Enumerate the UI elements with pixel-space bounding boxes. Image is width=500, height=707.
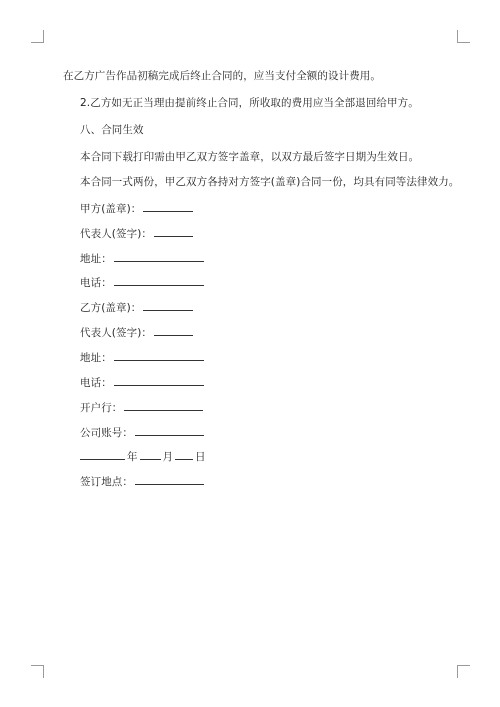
signing-place-label: 签订地点： — [80, 476, 133, 488]
party-a-rep-label: 代表人(签字)： — [80, 228, 152, 240]
paragraph-refund-clause: 2.乙方如无正当理由提前终止合同，所收取的费用应当全部退回给甲方。 — [80, 97, 419, 109]
party-a-phone-label: 电话： — [80, 277, 112, 289]
party-b-phone-label: 电话： — [80, 377, 112, 389]
day-label: 日 — [195, 451, 206, 463]
section-heading-effectiveness: 八、合同生效 — [80, 124, 144, 136]
party-b-seal-blank[interactable] — [143, 300, 193, 311]
party-a-seal-label: 甲方(盖章)： — [80, 203, 142, 215]
party-a-address-line — [80, 251, 204, 266]
bank-blank[interactable] — [124, 400, 203, 411]
party-a-address-blank[interactable] — [114, 251, 204, 262]
signing-date-line — [80, 449, 206, 464]
party-b-phone-line — [80, 375, 204, 390]
party-b-address-blank[interactable] — [114, 350, 204, 361]
month-label: 月 — [162, 451, 173, 463]
year-label: 年 — [127, 451, 138, 463]
party-b-rep-blank[interactable] — [154, 325, 193, 336]
crop-mark-bottom-left — [31, 665, 44, 678]
party-b-phone-blank[interactable] — [114, 375, 204, 386]
party-a-seal-line — [80, 201, 193, 216]
party-a-phone-blank[interactable] — [114, 275, 204, 286]
account-label: 公司账号： — [80, 427, 133, 439]
crop-mark-top-left — [31, 30, 44, 43]
month-blank[interactable] — [140, 449, 161, 460]
bank-line — [80, 400, 203, 415]
signing-place-line — [80, 474, 204, 489]
signing-place-blank[interactable] — [135, 474, 204, 485]
bank-label: 开户行： — [80, 402, 123, 414]
party-b-address-label: 地址： — [80, 352, 112, 364]
crop-mark-bottom-right — [457, 665, 470, 678]
party-b-seal-label: 乙方(盖章)： — [80, 302, 142, 314]
party-b-seal-line — [80, 300, 193, 315]
paragraph-copies: 本合同一式两份，甲乙双方各持对方签字(盖章)合同一份，均具有同等法律效力。 — [80, 176, 460, 188]
paragraph-effective-date: 本合同下载打印需由甲乙双方签字盖章，以双方最后签字日期为生效日。 — [80, 151, 420, 163]
party-a-address-label: 地址： — [80, 253, 112, 265]
party-a-phone-line — [80, 275, 204, 290]
crop-mark-top-right — [457, 30, 470, 43]
account-blank[interactable] — [135, 425, 204, 436]
party-b-address-line — [80, 350, 204, 365]
party-a-seal-blank[interactable] — [143, 201, 193, 212]
party-a-rep-blank[interactable] — [154, 226, 193, 237]
party-b-rep-line — [80, 325, 193, 340]
party-a-rep-line — [80, 226, 193, 241]
year-blank[interactable] — [80, 449, 125, 460]
day-blank[interactable] — [175, 449, 193, 460]
party-b-rep-label: 代表人(签字)： — [80, 327, 152, 339]
paragraph-design-fee: 在乙方广告作品初稿完成后终止合同的，应当支付全额的设计费用。 — [63, 70, 381, 82]
account-line — [80, 425, 204, 440]
